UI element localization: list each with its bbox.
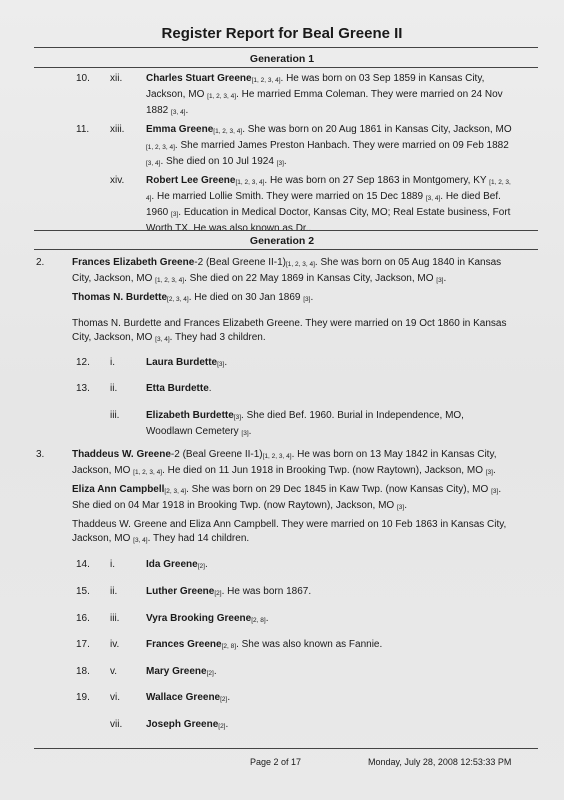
title-rule [34, 47, 538, 48]
citation: [1, 2, 3, 4] [146, 179, 511, 202]
page-number: Page 2 of 17 [250, 757, 302, 767]
person-name: Frances Greene [146, 639, 222, 650]
citation: [2] [214, 590, 222, 597]
citation: [2] [218, 723, 226, 730]
citation: [3, 4] [425, 195, 441, 202]
entry-detail: . She married James Preston Hanbach. They were married on 09 Feb 1882 [174, 140, 509, 151]
citation: [3] [171, 211, 179, 218]
entry-roman: xiv. [110, 175, 125, 186]
child-number: 18. [76, 666, 90, 677]
child-roman: vii. [110, 719, 123, 730]
family-head [72, 256, 518, 288]
entry-detail: . [185, 105, 189, 116]
child-text [146, 612, 512, 628]
person-name: Wallace Greene [146, 692, 221, 703]
citation: [3, 4] [171, 109, 186, 116]
person-name: Thomas N. Burdette [72, 292, 168, 303]
citation: [2] [220, 696, 228, 703]
entry-number: 10. [76, 73, 90, 84]
entry-detail: . She was born on 29 Dec 1845 in Kaw Twp. (now Kansas City), MO [186, 484, 492, 495]
family-spouse [72, 483, 518, 515]
entry-text [146, 72, 512, 120]
entry-detail: . She was also known as Fannie. [236, 639, 383, 650]
entry-roman: xii. [110, 73, 123, 84]
citation: [1, 2, 3, 4] [286, 261, 315, 268]
entry-detail: . [283, 156, 287, 167]
lineage-suffix: -2 (Beal Greene II-1) [194, 257, 286, 268]
child-text [146, 585, 512, 601]
entry-detail: . He died on 30 Jan 1869 [188, 292, 304, 303]
person-name: Etta Burdette [146, 383, 209, 394]
citation: [3] [396, 504, 405, 511]
citation: [1, 2, 3, 4] [146, 144, 175, 151]
child-text [146, 718, 512, 734]
entry-detail: . He married Lollie Smith. They were married on 15 Dec 1889 [151, 191, 426, 202]
citation: [3] [233, 414, 242, 421]
citation: [3] [491, 488, 499, 495]
person-name: Eliza Ann Campbell [72, 484, 165, 495]
child-number: 15. [76, 586, 90, 597]
citation: [1, 2, 3, 4] [235, 179, 265, 186]
citation: [3, 4] [146, 160, 161, 167]
entry-text [146, 174, 512, 236]
child-number: 14. [76, 559, 90, 570]
citation: [3] [276, 160, 284, 167]
person-name: Elizabeth Burdette [146, 410, 234, 421]
child-roman: iii. [110, 410, 120, 421]
family-head [72, 448, 518, 480]
entry-detail: . He married Emma Coleman. They were married on 24 Nov 1882 [146, 89, 503, 116]
entry-detail: . They had 14 children. [147, 533, 250, 544]
child-number: 19. [76, 692, 90, 703]
child-text [146, 356, 512, 372]
child-text [146, 382, 512, 396]
child-number: 12. [76, 357, 90, 368]
report-title: Register Report for Beal Greene II [161, 25, 403, 42]
generation-separator [34, 230, 538, 231]
entry-detail: . [492, 465, 496, 476]
person-name: Thaddeus W. Greene [72, 449, 171, 460]
child-text [146, 638, 512, 654]
entry-detail: . He died Bef. 1960 [146, 191, 501, 218]
entry-detail: . [227, 692, 231, 703]
citation: [3] [241, 430, 249, 437]
child-roman: iv. [110, 639, 120, 650]
entry-detail: . [265, 613, 269, 624]
child-roman: i. [110, 357, 115, 368]
entry-detail: . [404, 500, 407, 511]
citation: [2, 8] [221, 643, 237, 650]
entry-text [146, 123, 512, 171]
child-text [146, 665, 512, 681]
entry-detail: . She died on 10 Jul 1924 [160, 156, 277, 167]
citation: [1, 2, 3, 4] [213, 128, 243, 135]
citation: [3] [436, 277, 444, 284]
entry-detail: . [248, 426, 252, 437]
entry-detail: Thomas N. Burdette and Frances Elizabeth Greene. They were married on 19 Oct 1860 in Kansas City, Jackson, MO [72, 318, 507, 343]
person-name: Vyra Brooking Greene [146, 613, 252, 624]
entry-detail: . [225, 719, 229, 730]
entry-detail: . [204, 559, 208, 570]
citation: [2] [197, 563, 205, 570]
entry-detail: . She died on 04 Mar 1918 in Brooking Twp. (now Raytown), Jackson, MO [72, 484, 502, 511]
entry-detail: . She was born on 05 Aug 1840 in Kansas City, Jackson, MO [72, 257, 502, 284]
entry-detail: . He was born on 27 Sep 1863 in Montgomery, KY [264, 175, 490, 186]
citation: [2, 3, 4] [164, 488, 187, 495]
citation: [1, 2, 3, 4] [133, 469, 163, 476]
entry-detail: . He died on 11 Jun 1918 in Brooking Twp. (now Raytown), Jackson, MO [162, 465, 486, 476]
person-name: Robert Lee Greene [146, 175, 236, 186]
child-text [146, 691, 512, 707]
family-number: 3. [36, 449, 45, 460]
family-spouse [72, 291, 518, 307]
child-roman: vi. [110, 692, 120, 703]
generation-1-heading: Generation 1 [249, 53, 315, 65]
person-name: Emma Greene [146, 124, 214, 135]
person-name: Mary Greene [146, 666, 207, 677]
person-name: Frances Elizabeth Greene [72, 257, 195, 268]
citation: [3, 4] [133, 537, 148, 544]
child-number: 16. [76, 613, 90, 624]
family-marriage [72, 317, 518, 347]
family-number: 2. [36, 257, 45, 268]
entry-detail: . She died Bef. 1960. Burial in Independence, MO, Woodlawn Cemetery [146, 410, 464, 437]
citation: [1, 2, 3, 4] [207, 93, 237, 100]
child-roman: ii. [110, 383, 118, 394]
entry-detail: . [208, 383, 212, 394]
person-name: Charles Stuart Greene [146, 73, 252, 84]
report-timestamp: Monday, July 28, 2008 12:53:33 PM [368, 757, 512, 767]
entry-detail: . She died on 22 May 1869 in Kansas City, Jackson, MO [184, 273, 437, 284]
generation-2-heading: Generation 2 [249, 235, 315, 247]
entry-detail: . [213, 666, 217, 677]
child-roman: ii. [110, 586, 118, 597]
citation: [1, 2, 3, 4] [155, 277, 185, 284]
child-roman: iii. [110, 613, 120, 624]
footer-rule [34, 748, 538, 749]
entry-detail: . [310, 292, 314, 303]
entry-detail: . They had 3 children. [169, 332, 266, 343]
person-name: Joseph Greene [146, 719, 219, 730]
child-roman: i. [110, 559, 115, 570]
citation: [2, 8] [251, 617, 266, 624]
child-number: 13. [76, 383, 90, 394]
citation: [3] [303, 296, 311, 303]
person-name: Luther Greene [146, 586, 215, 597]
entry-roman: xiii. [110, 124, 125, 135]
child-roman: v. [110, 666, 118, 677]
person-name: Ida Greene [146, 559, 198, 570]
generation-1-rule [34, 67, 538, 68]
child-text [146, 409, 496, 441]
citation: [2, 3, 4] [167, 296, 189, 303]
entry-detail: . Education in Medical Doctor, Kansas City, MO; Real Estate business, Fort Worth TX. He was also known as Dr.. [146, 207, 511, 234]
child-number: 17. [76, 639, 90, 650]
entry-detail: . [443, 273, 447, 284]
citation: [1, 2, 3, 4] [262, 453, 292, 460]
generation-2-rule [34, 249, 538, 250]
entry-detail: . He was born on 13 May 1842 in Kansas City, Jackson, MO [72, 449, 497, 476]
citation: [1, 2, 3, 4] [251, 77, 281, 84]
citation: [3] [217, 361, 225, 368]
entry-detail: . [224, 357, 228, 368]
entry-detail: Thaddeus W. Greene and Eliza Ann Campbell. They were married on 10 Feb 1863 in Kansas City, Jackson, MO [72, 519, 507, 544]
entry-number: 11. [76, 124, 90, 135]
family-marriage [72, 518, 518, 548]
citation: [3] [485, 469, 493, 476]
person-name: Laura Burdette [146, 357, 218, 368]
entry-detail: . She was born on 20 Aug 1861 in Kansas City, Jackson, MO [242, 124, 512, 135]
entry-detail: . He was born 1867. [221, 586, 312, 597]
citation: [3, 4] [155, 336, 170, 343]
entry-detail: . He was born on 03 Sep 1859 in Kansas City, Jackson, MO [146, 73, 485, 100]
citation: [2] [206, 670, 214, 677]
lineage-suffix: -2 (Beal Greene II-1) [170, 449, 263, 460]
child-text [146, 558, 512, 574]
